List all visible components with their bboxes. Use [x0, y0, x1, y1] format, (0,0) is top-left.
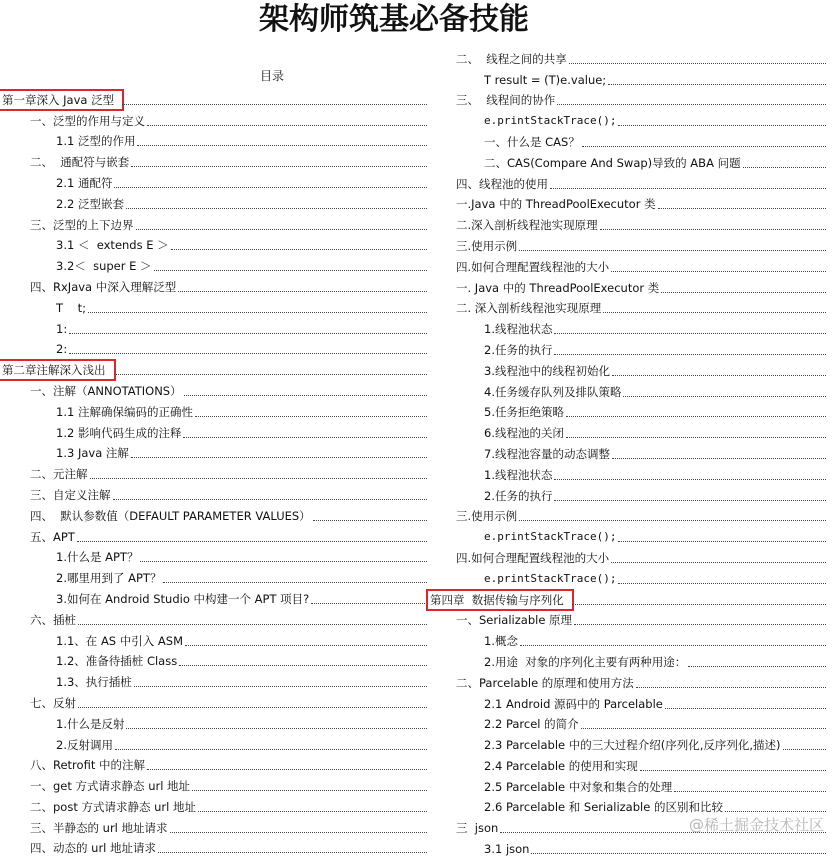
toc-entry[interactable] [430, 297, 826, 318]
dot-leader [154, 270, 427, 271]
toc-entry-text: 1.2、准备待插桩 Class [56, 654, 178, 669]
dot-leader [195, 416, 427, 417]
toc-entry[interactable] [2, 379, 427, 400]
watermark: @稀土掘金技术社区 [688, 816, 824, 834]
toc-entry[interactable] [2, 338, 427, 359]
toc-entry[interactable] [2, 150, 427, 171]
toc-entry[interactable] [2, 275, 427, 296]
toc-entry-text: 三、半静态的 url 地址请求 [30, 820, 168, 835]
toc-entry[interactable] [430, 380, 826, 401]
dot-leader [520, 645, 826, 646]
dot-leader [611, 271, 826, 272]
toc-entry-text: 一.Java 中的 ThreadPoolExecutor 类 [456, 197, 656, 212]
toc-entry-text: 三、泛型的上下边界 [30, 217, 134, 232]
toc-entry[interactable] [430, 109, 826, 130]
toc-entry-text: 3.1 json [484, 842, 530, 857]
dot-leader [554, 479, 826, 480]
toc-entry[interactable] [430, 567, 826, 588]
dot-leader [115, 749, 427, 750]
dot-leader [618, 125, 826, 126]
toc-entry-text: 1.什么是反射 [56, 716, 125, 731]
toc-entry[interactable] [2, 254, 427, 275]
dot-leader [554, 354, 826, 355]
dot-leader [183, 437, 427, 438]
toc-chapter-entry[interactable] [2, 88, 427, 109]
dot-leader [185, 645, 427, 646]
toc-entry-text: 2.2 Parcel 的简介 [484, 717, 579, 732]
toc-entry[interactable] [2, 587, 427, 608]
toc-entry[interactable] [2, 130, 427, 151]
toc-entry[interactable] [2, 525, 427, 546]
dot-leader [88, 312, 427, 313]
toc-entry[interactable] [2, 546, 427, 567]
toc-entry[interactable] [430, 754, 826, 775]
toc-entry[interactable] [2, 712, 427, 733]
toc-entry-text: 1.1 注解确保编码的正确性 [56, 404, 193, 419]
toc-entry[interactable] [2, 109, 427, 130]
toc-entry[interactable] [430, 359, 826, 380]
dot-leader [171, 249, 427, 250]
toc-entry-text: 四、 默认参数值（DEFAULT PARAMETER VALUES） [30, 508, 311, 523]
toc-entry-text: e.printStackTrace(); [484, 114, 617, 128]
toc-entry[interactable] [2, 566, 427, 587]
dot-leader [131, 166, 427, 167]
dot-leader [574, 624, 826, 625]
dot-leader [531, 853, 826, 854]
toc-entry-text: 2.6 Parcelable 和 Serializable 的区别和比较 [484, 800, 723, 815]
toc-entry-text: e.printStackTrace(); [484, 571, 617, 585]
dot-leader [519, 250, 826, 251]
dot-leader [198, 811, 427, 812]
toc-entry-text: T result = (T)e.value; [484, 72, 607, 87]
toc-entry-text: 二、Parcelable 的原理和使用方法 [456, 675, 634, 690]
toc-entry[interactable] [2, 171, 427, 192]
toc-entry-text: 二、post 方式请求静态 url 地址 [30, 799, 197, 814]
toc-entry[interactable] [430, 837, 826, 858]
toc-entry-text: 2.3 Parcelable 中的三大过程介绍(序列化,反序列化,描述) [484, 738, 781, 753]
toc-entry[interactable] [430, 255, 826, 276]
page-title: 架构师筑基必备技能 [259, 2, 529, 37]
dot-leader [122, 104, 427, 105]
toc-entry[interactable] [430, 505, 826, 526]
toc-entry[interactable] [430, 525, 826, 546]
toc-entry-text: 7.线程池容量的动态调整 [484, 446, 610, 461]
toc-entry[interactable] [430, 234, 826, 255]
toc-entry-text: 二、 线程之间的共享 [456, 51, 567, 66]
dot-leader [566, 437, 826, 438]
toc-entry-text: 5.任务拒绝策略 [484, 405, 564, 420]
toc-entry[interactable] [2, 629, 427, 650]
toc-entry[interactable] [430, 775, 826, 796]
dot-leader [147, 769, 427, 770]
toc-entry-text: 1.线程池状态 [484, 322, 553, 337]
dot-leader [611, 562, 826, 563]
toc-entry-text: 第一章深入 Java 泛型 [2, 93, 120, 107]
toc-entry[interactable] [430, 130, 826, 151]
toc-entry[interactable] [430, 692, 826, 713]
toc-entry-text: 2.1 通配符 [56, 175, 113, 190]
toc-entry-text: 2.任务的执行 [484, 342, 553, 357]
toc-entry-text: T t; [56, 300, 87, 315]
toc-entry[interactable] [430, 733, 826, 754]
toc-entry[interactable] [430, 172, 826, 193]
toc-entry-text: 1.3 Java 注解 [56, 446, 129, 461]
toc-entry[interactable] [2, 795, 427, 816]
dot-leader [69, 353, 427, 354]
toc-entry-text: 七、反射 [30, 695, 76, 710]
toc-entry[interactable] [2, 816, 427, 837]
toc-entry-text: 二. 深入剖析线程池实现原理 [456, 301, 602, 316]
toc-entry[interactable] [430, 629, 826, 650]
toc-entry-text: 八、Retrofit 中的注解 [30, 758, 145, 773]
dot-leader [78, 624, 427, 625]
toc-entry-text: 3.线程池中的线程初始化 [484, 363, 610, 378]
toc-entry-text: 2.4 Parcelable 的使用和实现 [484, 758, 638, 773]
toc-entry-text: 2.2 泛型嵌套 [56, 196, 124, 211]
toc-entry[interactable] [430, 671, 826, 692]
toc-entry[interactable] [2, 462, 427, 483]
toc-entry-text: 一、注解（ANNOTATIONS） [30, 383, 182, 398]
dot-leader [126, 208, 427, 209]
toc-entry-text: 三 json [456, 821, 499, 836]
toc-entry[interactable] [2, 504, 427, 525]
dot-leader [603, 312, 826, 313]
dot-leader [572, 604, 826, 605]
toc-entry[interactable] [2, 733, 427, 754]
dot-leader [311, 603, 427, 604]
toc-entry-text: 二、CAS(Compare And Swap)导致的 ABA 问题 [484, 155, 741, 170]
toc-entry-text: 一、Serializable 原理 [456, 613, 573, 628]
toc-entry-text: 2.反射调用 [56, 737, 113, 752]
toc-entry-text: e.printStackTrace(); [484, 530, 617, 544]
toc-entry[interactable] [430, 713, 826, 734]
dot-leader [184, 395, 427, 396]
dot-leader [612, 458, 826, 459]
toc-left-column [2, 88, 427, 857]
dot-leader [658, 208, 826, 209]
toc-entry-text: 三.使用示例 [456, 238, 518, 253]
toc-entry[interactable] [430, 442, 826, 463]
dot-leader [557, 104, 826, 105]
dot-leader [623, 396, 826, 397]
toc-entry-text: 一、泛型的作用与定义 [30, 113, 145, 128]
toc-entry-text: 1.概念 [484, 634, 518, 649]
toc-entry-text: 三.使用示例 [456, 509, 518, 524]
toc-entry[interactable] [2, 234, 427, 255]
toc-entry[interactable] [430, 213, 826, 234]
dot-leader [665, 708, 826, 709]
toc-entry[interactable] [2, 650, 427, 671]
toc-entry[interactable] [2, 691, 427, 712]
dot-leader [69, 333, 427, 334]
dot-leader [313, 520, 427, 521]
toc-entry-text: 三、 线程间的协作 [456, 93, 556, 108]
toc-entry-text: 二.深入剖析线程池实现原理 [456, 218, 598, 233]
dot-leader [566, 416, 826, 417]
toc-entry[interactable] [2, 483, 427, 504]
dot-leader [600, 229, 826, 230]
dot-leader [178, 291, 427, 292]
toc-entry-text: 一. Java 中的 ThreadPoolExecutor 类 [456, 280, 660, 295]
dot-leader [725, 811, 826, 812]
dot-leader [78, 707, 427, 708]
toc-entry-text: 6.线程池的关闭 [484, 426, 564, 441]
toc-entry[interactable] [430, 650, 826, 671]
dot-leader [581, 728, 826, 729]
toc-entry[interactable] [430, 463, 826, 484]
toc-entry-text: 四.如何合理配置线程池的大小 [456, 259, 610, 274]
toc-entry-text: 2: [56, 342, 68, 357]
dot-leader [126, 728, 427, 729]
dot-leader [158, 852, 427, 853]
dot-leader [674, 791, 826, 792]
toc-entry[interactable] [2, 670, 427, 691]
toc-entry-text: 四.如何合理配置线程池的大小 [456, 550, 610, 565]
dot-leader [137, 145, 427, 146]
dot-leader [147, 125, 427, 126]
dot-leader [140, 561, 427, 562]
toc-entry[interactable] [430, 317, 826, 338]
dot-leader [554, 500, 826, 501]
toc-entry-text: 四、RxJava 中深入理解泛型 [30, 279, 177, 294]
toc-entry-text: 3.如何在 Android Studio 中构建一个 APT 项目? [56, 591, 310, 606]
toc-entry-text: 1: [56, 321, 68, 336]
toc-entry[interactable] [430, 401, 826, 422]
toc-entry-text: 四、动态的 url 地址请求 [30, 841, 157, 856]
dot-leader [569, 63, 826, 64]
toc-entry[interactable] [2, 400, 427, 421]
toc-entry[interactable] [430, 151, 826, 172]
dot-leader [608, 84, 826, 85]
toc-entry[interactable] [2, 774, 427, 795]
toc-entry[interactable] [430, 193, 826, 214]
toc-entry-text: 二、 通配符与嵌套 [30, 155, 130, 170]
toc-entry[interactable] [2, 421, 427, 442]
toc-entry[interactable] [430, 421, 826, 442]
toc-entry-text: 六、插桩 [30, 612, 76, 627]
dot-leader [192, 790, 427, 791]
dot-leader [612, 375, 826, 376]
toc-entry-text: 1.2 影响代码生成的注释 [56, 425, 182, 440]
toc-entry-text: 第四章 数据传输与序列化 [430, 593, 570, 607]
toc-entry[interactable] [430, 338, 826, 359]
toc-entry[interactable] [430, 609, 826, 630]
toc-entry-text: 1.1、在 AS 中引入 ASM [56, 633, 184, 648]
dot-leader [113, 499, 428, 500]
dot-leader [618, 583, 826, 584]
toc-entry-text: 2.哪里用到了 APT？ [56, 571, 162, 586]
toc-entry-text: 1.什么是 APT？ [56, 550, 139, 565]
dot-leader [661, 292, 826, 293]
dot-leader [743, 167, 826, 168]
dot-leader [90, 478, 428, 479]
toc-entry-text: 四、线程池的使用 [456, 176, 548, 191]
toc-entry[interactable] [430, 89, 826, 110]
toc-heading: 目录 [260, 69, 285, 83]
toc-entry[interactable] [2, 837, 427, 858]
dot-leader [131, 457, 427, 458]
toc-entry[interactable] [2, 213, 427, 234]
toc-entry[interactable] [2, 754, 427, 775]
toc-entry-text: 二、元注解 [30, 467, 88, 482]
toc-entry[interactable] [430, 47, 826, 68]
toc-entry[interactable] [2, 317, 427, 338]
dot-leader [636, 687, 826, 688]
toc-entry-text: 1.1 泛型的作用 [56, 134, 136, 149]
dot-leader [134, 686, 427, 687]
dot-leader [640, 770, 826, 771]
toc-entry[interactable] [2, 442, 427, 463]
dot-leader [554, 333, 826, 334]
toc-entry[interactable] [2, 192, 427, 213]
dot-leader [179, 665, 427, 666]
dot-leader [519, 520, 826, 521]
toc-entry-text: 五、APT [30, 529, 75, 544]
toc-entry-text: 4.任务缓存队列及排队策略 [484, 384, 622, 399]
toc-entry[interactable] [430, 484, 826, 505]
dot-leader [550, 188, 826, 189]
toc-entry[interactable] [430, 276, 826, 297]
toc-entry[interactable] [2, 608, 427, 629]
toc-chapter-entry[interactable] [430, 588, 826, 609]
toc-entry-text: 1.3、执行插桩 [56, 675, 132, 690]
dot-leader [582, 146, 826, 147]
dot-leader [114, 374, 428, 375]
toc-entry-text: 2.任务的执行 [484, 488, 553, 503]
toc-entry-text: 3.2＜ super E ＞ [56, 259, 152, 274]
toc-entry-text: 3.1 ＜ extends E ＞ [56, 238, 169, 253]
dot-leader [688, 666, 826, 667]
dot-leader [783, 749, 826, 750]
dot-leader [163, 582, 427, 583]
dot-leader [170, 832, 427, 833]
toc-entry[interactable] [2, 296, 427, 317]
toc-entry-text: 一、get 方式请求静态 url 地址 [30, 779, 191, 794]
toc-entry-text: 2.1 Android 源码中的 Parcelable [484, 696, 663, 711]
dot-leader [136, 229, 428, 230]
toc-entry-text: 第二章注解深入浅出 [2, 363, 112, 377]
toc-right-column [430, 47, 826, 858]
toc-entry-text: 2.5 Parcelable 中对象和集合的处理 [484, 779, 673, 794]
toc-entry-text: 2.用途 对象的序列化主要有两种用途： [484, 654, 687, 669]
dot-leader [618, 541, 826, 542]
dot-leader [114, 187, 427, 188]
toc-entry[interactable] [430, 546, 826, 567]
toc-entry[interactable] [430, 68, 826, 89]
toc-entry-text: 一、什么是 CAS？ [484, 134, 580, 149]
toc-entry-text: 三、自定义注解 [30, 487, 111, 502]
dot-leader [77, 541, 427, 542]
toc-entry-text: 1.线程池状态 [484, 467, 553, 482]
toc-chapter-entry[interactable] [2, 358, 427, 379]
